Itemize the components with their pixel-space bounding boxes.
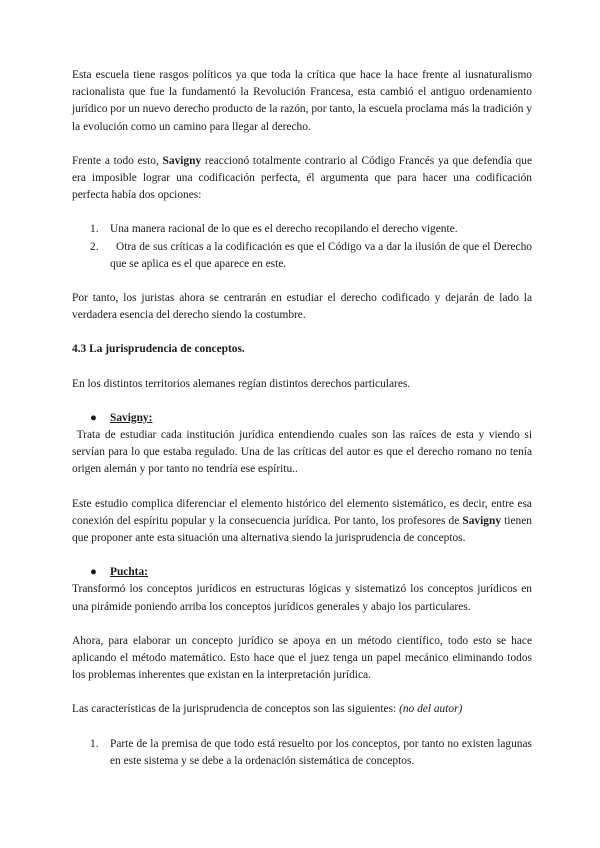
paragraph-escuela: Esta escuela tiene rasgos políticos ya que toda la crítica que hace la hace frente al iusnaturalismo racionalista que fue la fundamentó la Revolución Francesa, esta cambió el antiguo ordenamiento jurídico por un nuevo derecho producto de la razón, por tanto, la escuela proclama más la tradición y la evolución como un camino para llegar al derecho. (72, 69, 532, 133)
bold-name-savigny: Savigny (462, 514, 502, 527)
list-item (72, 736, 532, 770)
list-item-text: Parte de la premisa de que todo está resuelto por los conceptos, por tanto no existen lagunas en este sistema y se debe a la ordenación sistemática de conceptos. (110, 737, 532, 767)
list-number: 1. (90, 223, 99, 236)
paragraph-caracteristicas (72, 701, 532, 718)
section-heading: 4.3 La jurisprudencia de conceptos. (72, 343, 245, 356)
list-number: 1. (90, 737, 99, 750)
text-run: tienen que proponer ante esta situación una alternativa siendo la jurisprudencia de conceptos. (72, 514, 532, 545)
text-run: Este estudio complica diferenciar el elemento histórico del elemento sistemático, es decir, entre esa conexión del espíritu popular y la consecuencia jurídica. Por tanto, los profesores de (72, 497, 532, 527)
numbered-list-caracteristicas (72, 736, 532, 770)
bullet-icon: ● (90, 411, 97, 424)
paragraph-savigny-reaccion (72, 153, 532, 205)
bullet-puchta (72, 564, 532, 581)
text-run: Frente a todo esto, (72, 154, 163, 167)
text-run: Las características de la jurisprudencia de conceptos son las siguientes: (72, 703, 400, 716)
list-item (72, 239, 535, 273)
paragraph-territorios: En los distintos territorios alemanes regían distintos derechos particulares. (72, 377, 411, 390)
bullet-title: Savigny: (110, 411, 153, 424)
paragraph-metodo: Ahora, para elaborar un concepto jurídico se apoya en un método científico, todo esto se hace aplicando el método matemático. Esto hace que el juez tenga un papel mecánico eliminando todos los problemas inherentes que existan en la interpretación jurídica. (72, 634, 532, 682)
list-item-text: Otra de sus críticas a la codificación es que el Código va a dar la ilusión de que el Derecho que se aplica es el que aparece en este. (110, 240, 535, 270)
paragraph-savigny-estudio: Trata de estudiar cada institución jurídica entendiendo cuales son las raíces de esta y viendo si servían para lo que estaba regulado. Una de las críticas del autor es que el derecho romano no tenía origen alemán y por tanto no tendría ese espíritu.. (72, 429, 535, 476)
bullet-title: Puchta: (110, 566, 148, 579)
bullet-savigny (72, 410, 532, 427)
paragraph-puchta: Transformó los conceptos jurídicos en estructuras lógicas y sistematizó los conceptos jurídicos en una pirámide poniendo arriba los conceptos jurídicos generales y abajo los particulares. (72, 583, 532, 613)
list-number: 2. (90, 240, 99, 253)
text-run: reaccionó totalmente contrario al Código Francés ya que defendía que era imposible lograr una codificación perfecta, él argumenta que para hacer una codificación perfecta había dos opciones: (72, 154, 532, 202)
bullet-icon: ● (90, 566, 97, 579)
list-item-text: Una manera racional de lo que es el derecho recopilando el derecho vigente. (110, 223, 458, 236)
bold-name-savigny: Savigny (162, 154, 202, 167)
paragraph-juristas: Por tanto, los juristas ahora se centrarán en estudiar el derecho codificado y dejarán de lado la verdadera esencia del derecho siendo la costumbre. (72, 292, 532, 322)
italic-note: (no del autor) (399, 703, 463, 716)
numbered-list-opciones (72, 221, 535, 273)
paragraph-estudio-complica (72, 496, 532, 548)
list-item (72, 221, 532, 238)
document-body (72, 67, 535, 770)
